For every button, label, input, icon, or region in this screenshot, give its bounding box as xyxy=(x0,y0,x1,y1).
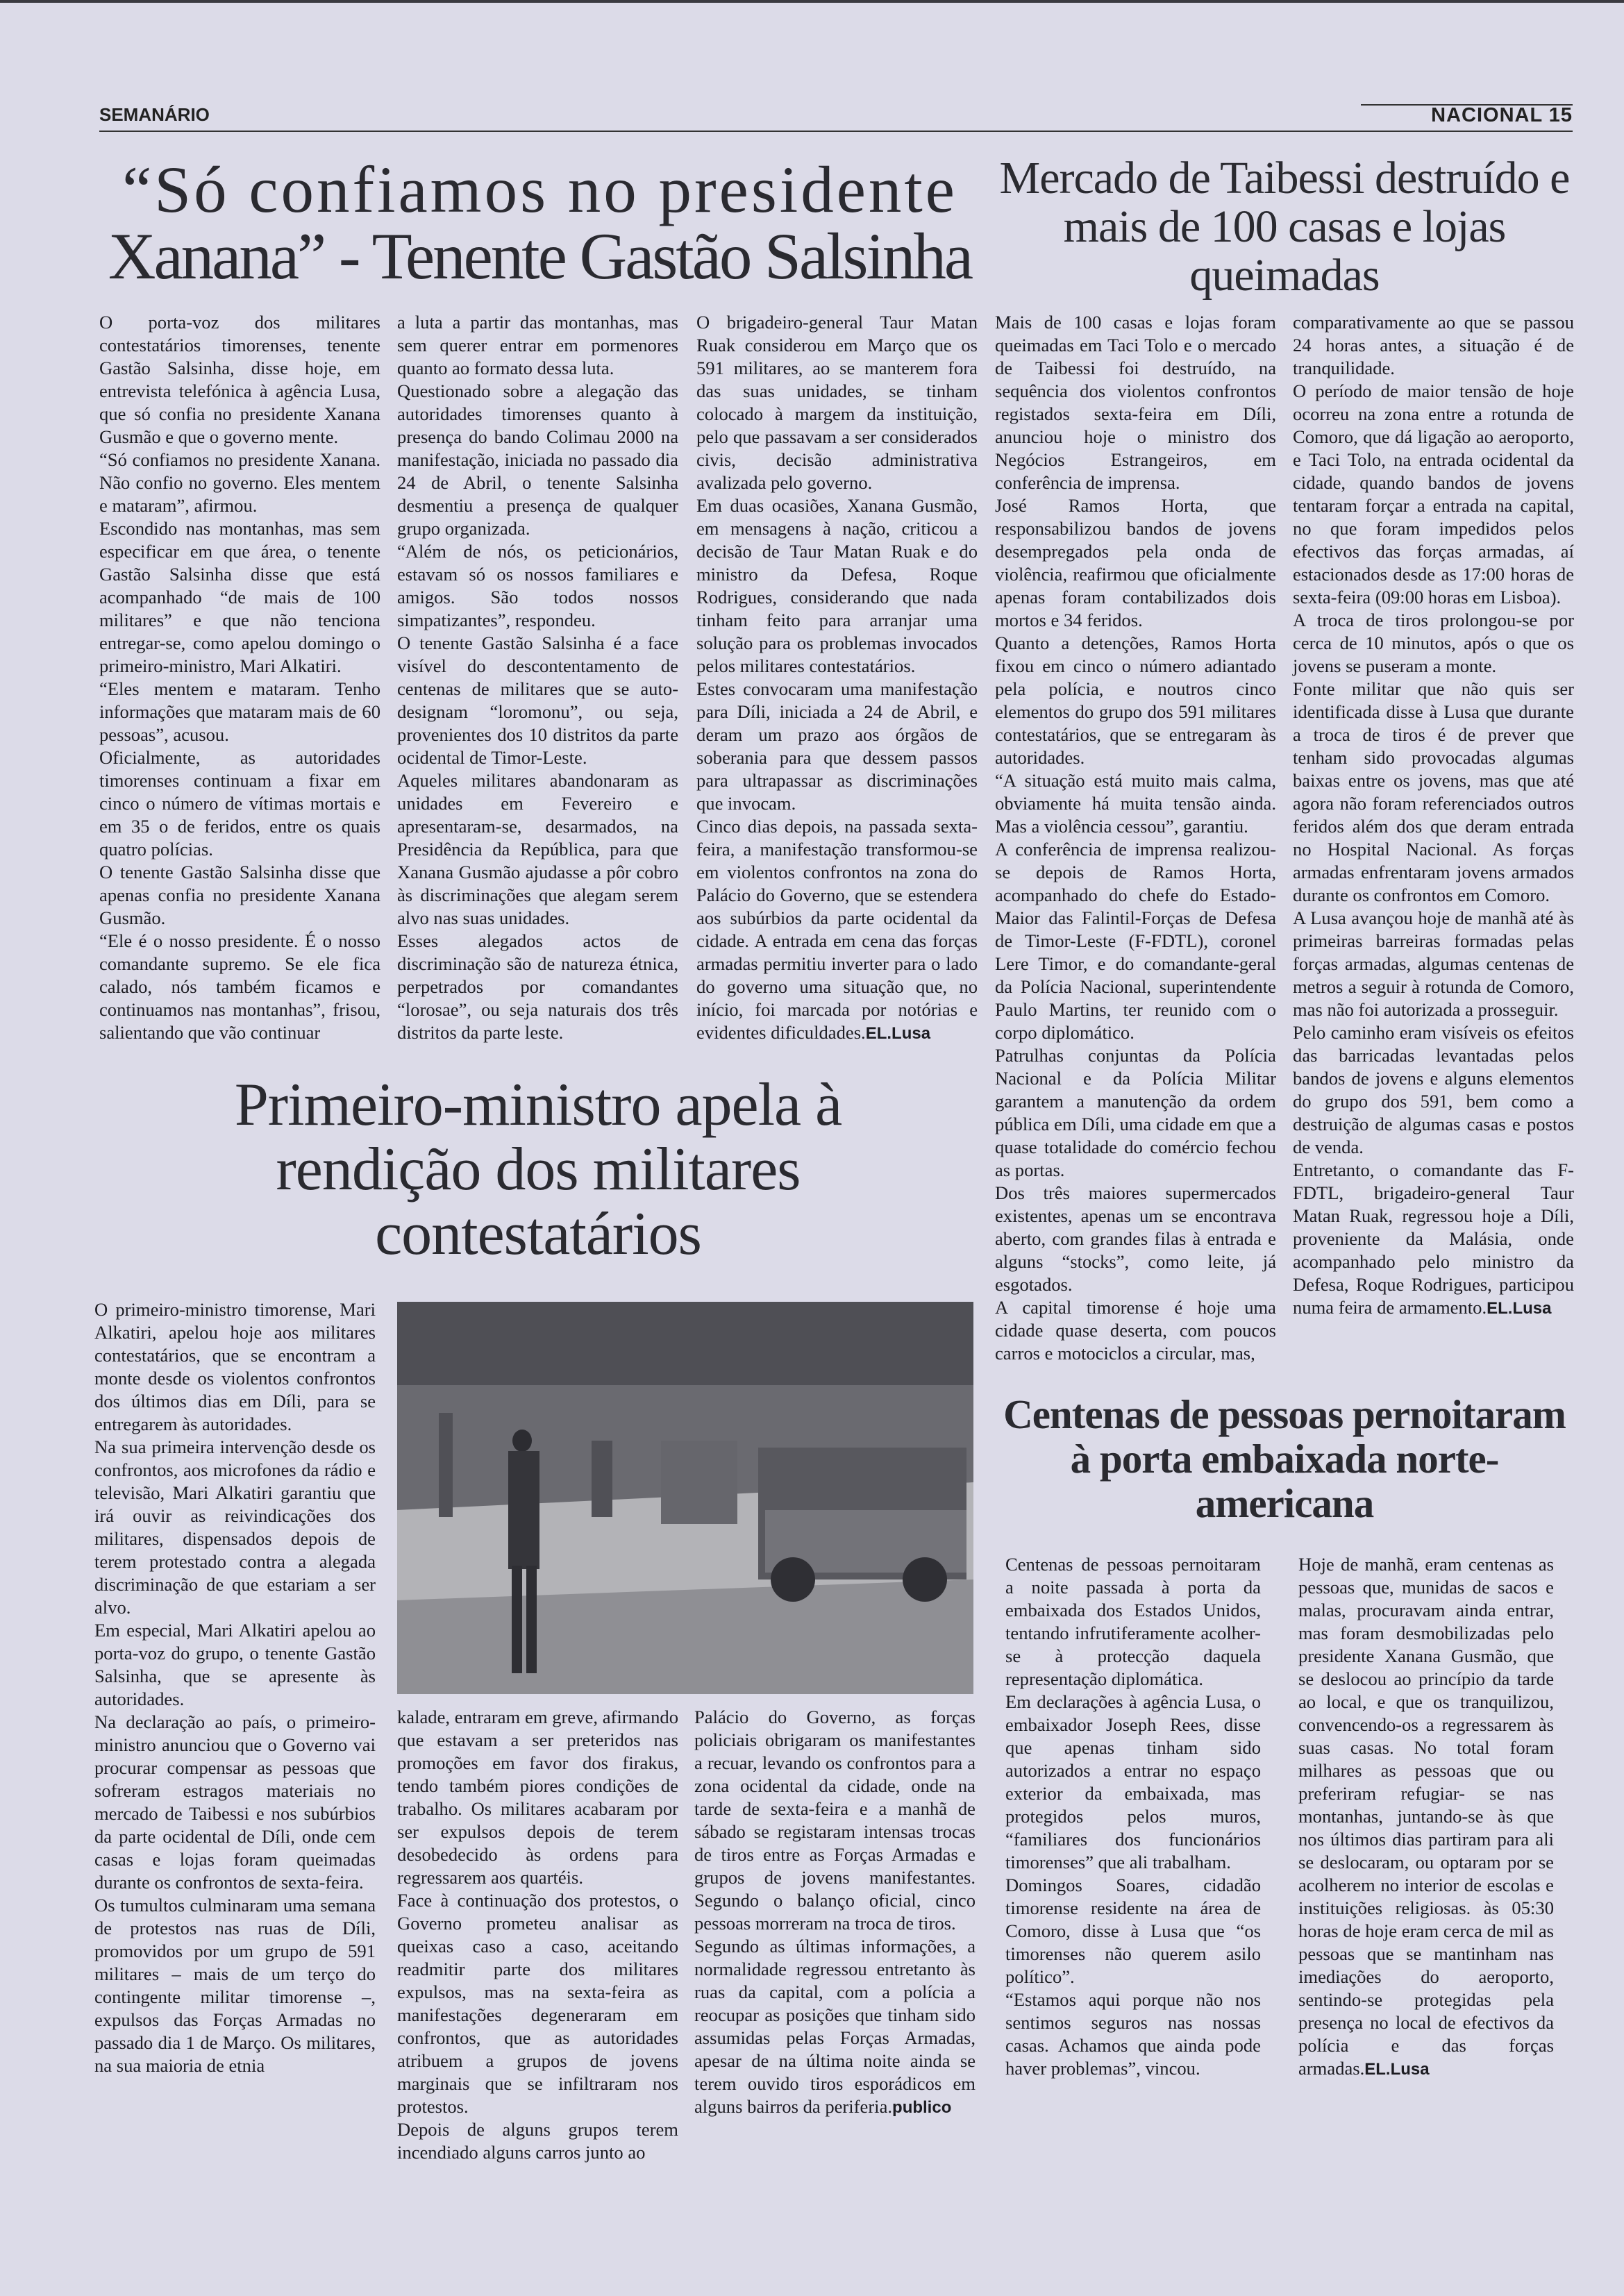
paragraph: O período de maior tensão de hoje ocorreu na zona entre a rotunda de Comoro, que dá ligação ao aeroporto, e Taci Tolo, na entrada ocidental da cidade, quando bandos de jovens tentaram forçar a entrada na capital, no que foram impedidos pelos efectivos das forças armadas, aí estacionados desde as 17:00 horas de sexta-feira (09:00 horas em Lisboa). xyxy=(1293,380,1574,607)
header-rule xyxy=(99,131,1573,132)
paragraph: Em declarações à agência Lusa, o embaixador Joseph Rees, disse que apenas tinham sido autorizados a entrar no espaço exterior da embaixada, mas protegidos pelos muros, “familiares dos funcionários timorenses” que ali trabalham. xyxy=(1005,1691,1261,1872)
paragraph xyxy=(696,815,978,1045)
paragraph: comparativamente ao que se passou 24 horas antes, a situação é de tranquilidade. xyxy=(1293,312,1574,378)
paragraph: Na declaração ao país, o primeiro-ministro anunciou que o Governo vai procurar compensar as pessoas que sofreram estragos materiais no mercado de Taibessi e nos subúrbios da parte ocidental de Díli, onde cem casas e lojas foram queimadas durante os confrontos de sexta-feira. xyxy=(94,1711,376,1893)
embaixada-column-1 xyxy=(1005,1553,1261,2080)
paragraph: A capital timorense é hoje uma cidade quase deserta, com poucos carros e motociclos a circular, mas, xyxy=(995,1297,1276,1364)
paragraph xyxy=(1298,1553,1554,2081)
paragraph: Estes convocaram uma manifestação para Díli, iniciada a 24 de Abril, e deram um prazo aos órgãos de soberania para que dessem passos para ultrapassar as discriminações que invocam. xyxy=(696,678,978,814)
embaixada-column-2 xyxy=(1298,1553,1554,2081)
section-page-number: NACIONAL 15 xyxy=(1431,104,1573,126)
paragraph: “Só confiamos no presidente Xanana. Não confio no governo. Eles mentem e mataram”, afirmou. xyxy=(99,449,380,516)
page-top-edge xyxy=(0,0,1624,3)
paragraph: Questionado sobre a alegação das autoridades timorenses quanto à presença do bando Colimau 2000 na manifestação, iniciada no passado dia 24 de Abril, o tenente Salsinha desmentiu a presença de qualquer grupo organizada. xyxy=(397,380,678,539)
paragraph-text: Entretanto, o comandante das F-FDTL, brigadeiro-general Taur Matan Ruak, regressou hoje a Díli, proveniente da Malásia, onde acompanhado pelo ministro da Defesa, Roque Rodrigues, participou numa feira de armamento. xyxy=(1293,1159,1574,1318)
paragraph: Em especial, Mari Alkatiri apelou ao porta-voz do grupo, o tenente Gastão Salsinha, que se apresente às autoridades. xyxy=(94,1620,376,1709)
paragraph: A troca de tiros prolongou-se por cerca de 10 minutos, após o que os jovens se puseram a monte. xyxy=(1293,610,1574,676)
paragraph: Na sua primeira intervenção desde os confrontos, aos microfones da rádio e televisão, Mari Alkatiri garantiu que irá ouvir as reivindicações dos militares, dispensados depois de terem protestado contra a alegada discriminação de que estariam a ser alvo. xyxy=(94,1436,376,1618)
paragraph: O primeiro-ministro timorense, Mari Alkatiri, apelou hoje aos militares contestatários, que se encontram a monte desde os violentos confrontos dos últimos dias em Díli, para se entregarem às autoridades. xyxy=(94,1299,376,1434)
paragraph: Fonte militar que não quis ser identificada disse à Lusa que durante a troca de tiros é de prever que tenham sido provocadas algumas baixas entre os jovens, mas que até agora não foram referenciados outros feridos além dos que deram entrada no Hospital Nacional. As forças armadas enfrentaram jovens armados durante os confrontos em Comoro. xyxy=(1293,678,1574,905)
paragraph: Oficialmente, as autoridades timorenses continuam a fixar em cinco o número de vítimas mortais e em 35 o de feridos, entre os quais quatro polícias. xyxy=(99,747,380,860)
publication-name: SEMANÁRIO xyxy=(99,104,210,125)
paragraph: Centenas de pessoas pernoitaram a noite passada à porta da embaixada dos Estados Unidos, tentando infrutiferamente acolher-se à protecção daquela representação diplomática. xyxy=(1005,1554,1261,1689)
headline-primeiro-ministro: Primeiro-ministro apela à rendição dos militares contestatários xyxy=(234,1071,842,1268)
headline-embaixada: Centenas de pessoas pernoitaram à porta embaixada norte-americana xyxy=(1003,1391,1566,1526)
paragraph: O tenente Gastão Salsinha é a face visível do descontentamento de centenas de militares que se auto-designam “loromonu”, ou seja, provenientes dos 10 distritos da parte ocidental de Timor-Leste. xyxy=(397,632,678,768)
paragraph: a luta a partir das montanhas, mas sem querer entrar em pormenores quanto ao formato dessa luta. xyxy=(397,312,678,378)
paragraph: Escondido nas montanhas, mas sem especificar em que área, o tenente Gastão Salsinha disse que está acompanhado “de mais de 100 militares” e que não tenciona entregar-se, como apelou domingo o primeiro-ministro, Mari Alkatiri. xyxy=(99,518,380,676)
salsinha-column-3 xyxy=(696,311,978,1045)
headline-taibessi: Mercado de Taibessi destruído e mais de 100 casas e lojas queimadas xyxy=(999,153,1570,301)
paragraph-text: Segundo as últimas informações, a normalidade regressou entretanto às ruas da capital, com a polícia a reocupar as posições que tinham sido assumidas pelas Forças Armadas, apesar de na última noite ainda se terem ouvido tiros esporádicos em alguns bairros da periferia. xyxy=(694,1936,976,2117)
paragraph: A conferência de imprensa realizou-se depois de Ramos Horta, acompanhado do chefe do Estado-Maior das Falintil-Forças de Defesa de Timor-Leste (F-FDTL), coronel Lere Timor, e do comandante-geral da Polícia Nacional, superintendente Paulo Martins, ter reunido com o corpo diplomático. xyxy=(995,839,1276,1043)
paragraph: “Além de nós, os peticionários, estavam só os nossos familiares e amigos. São todos nossos simpatizantes”, respondeu. xyxy=(397,541,678,630)
paragraph: kalade, entraram em greve, afirmando que estavam a ser preteridos nas promoções em favor dos firakus, tendo também piores condições de trabalho. Os militares acabaram por ser expulsos depois de terem desobedecido às ordens para regressarem aos quartéis. xyxy=(397,1707,678,1888)
paragraph: Patrulhas conjuntas da Polícia Nacional e da Polícia Militar garantem a manutenção da ordem pública em Díli, uma cidade em que a quase totalidade do comércio fechou as portas. xyxy=(995,1045,1276,1180)
paragraph: “Ele é o nosso presidente. É o nosso comandante supremo. Se ele fica calado, nós também ficamos e continuamos nas montanhas”, frisou, salientando que vão continuar xyxy=(99,930,380,1043)
paragraph-text: Hoje de manhã, eram centenas as pessoas que, munidas de sacos e malas, procuravam ainda entrar, mas foram desmobilizadas pelo presidente Xanana Gusmão, que se deslocou ao princípio da tarde ao local, e que os tranquilizou, convencendo-os a regressarem às suas casas. No total foram milhares as pessoas que ou preferiram refugiar- se nas montanhas, juntando-se às que nos últimos dias partiram para ali se deslocaram, ou optaram por se acolherem no interior de escolas e instituições religiosas. às 05:30 horas de hoje eram cerca de mil as pessoas que se mantinham nas imediações do aeroporto, sentindo-se protegidas pela presença no local de efectivos da polícia e das forças armadas. xyxy=(1298,1554,1554,2079)
paragraph: “Estamos aqui porque não nos sentimos seguros nas nossas casas. Achamos que ainda pode haver problemas”, vincou. xyxy=(1005,1989,1261,2079)
paragraph: Domingos Soares, cidadão timorense residente na área de Comoro, disse à Lusa que “os timorenses não querem asilo político”. xyxy=(1005,1875,1261,1987)
paragraph: Pelo caminho eram visíveis os efeitos das barricadas levantadas pelos bandos de jovens e alguns elementos do grupo dos 591, bem como a destruição de algumas casas e postos de venda. xyxy=(1293,1022,1574,1157)
paragraph: O porta-voz dos militares contestatários timorenses, tenente Gastão Salsinha, disse hoje, em entrevista telefónica à agência Lusa, que só confia no presidente Xanana Gusmão e que o governo mente. xyxy=(99,312,380,447)
paragraph: O brigadeiro-general Taur Matan Ruak considerou em Março que os 591 militares, ao se manterem fora das suas unidades, se tinham colocado à margem da instituição, pelo que passavam a ser considerados civis, decisão administrativa avalizada pelo governo. xyxy=(696,312,978,493)
headline-salsinha-line1: “Só confiamos no presidente xyxy=(122,153,957,226)
paragraph: José Ramos Horta, que responsabilizou bandos de jovens desempregados pela onda de violência, reafirmou que oficialmente apenas foram contabilizados dois mortos e 34 feridos. xyxy=(995,495,1276,630)
paragraph: Palácio do Governo, as forças policiais obrigaram os manifestantes a recuar, levando os confrontos para a zona ocidental da cidade, onde na tarde de sexta-feira e a manhã de sábado se registaram intensas trocas de tiros entre as Forças Armadas e grupos de jovens manifestantes. Segundo o balanço oficial, cinco pessoas morreram na troca de tiros. xyxy=(694,1707,976,1934)
primeiro-column-1 xyxy=(94,1298,376,2077)
byline: publico xyxy=(892,2098,952,2117)
taibessi-column-1 xyxy=(995,311,1276,1365)
paragraph: Dos três maiores supermercados existentes, apenas um se encontrava aberto, com grandes filas à entrada e alguns “stocks”, como leite, já esgotados. xyxy=(995,1182,1276,1295)
paragraph: “Eles mentem e mataram. Tenho informações que mataram mais de 60 pessoas”, acusou. xyxy=(99,678,380,745)
salsinha-column-2 xyxy=(397,311,678,1044)
paragraph: Esses alegados actos de discriminação são de natureza étnica, perpetrados por comandantes “lorosae”, ou seja naturais dos três distritos da parte leste. xyxy=(397,930,678,1043)
paragraph-text: Cinco dias depois, na passada sexta-feira, a manifestação transformou-se em violentos confrontos na zona do Palácio do Governo, que se estendera aos subúrbios da parte ocidental da cidade. A entrada em cena das forças armadas permitiu inverter para o lado do governo uma situação que, no início, foi marcada por notórias e evidentes dificuldades. xyxy=(696,816,978,1043)
paragraph: Depois de alguns grupos terem incendiado alguns carros junto ao xyxy=(397,2119,678,2163)
paragraph: Em duas ocasiões, Xanana Gusmão, em mensagens à nação, criticou a decisão de Taur Matan Ruak e do ministro da Defesa, Roque Rodrigues, considerando que nada tinham feito para arranjar uma solução para os problemas invocados pelos militares contestatários. xyxy=(696,495,978,676)
salsinha-column-1 xyxy=(99,311,380,1044)
paragraph: Mais de 100 casas e lojas foram queimadas em Taci Tolo e o mercado de Taibessi foi destruído, na sequência dos violentos confrontos registados sexta-feira em Díli, anunciou hoje o ministro dos Negócios Estrangeiros, em conferência de imprensa. xyxy=(995,312,1276,493)
byline: EL.Lusa xyxy=(865,1024,931,1043)
primeiro-column-2 xyxy=(397,1706,678,2164)
paragraph xyxy=(1293,1159,1574,1320)
paragraph xyxy=(694,1935,976,2119)
byline: EL.Lusa xyxy=(1487,1299,1552,1318)
primeiro-column-3 xyxy=(694,1706,976,2119)
paragraph: Os tumultos culminaram uma semana de protestos nas ruas de Díli, promovidos por um grupo de 591 militares – mais de um terço do contingente militar timorense –, expulsos das Forças Armadas no passado dia 1 de Março. Os militares, na sua maioria de etnia xyxy=(94,1895,376,2076)
headline-salsinha xyxy=(94,153,986,293)
paragraph: “A situação está muito mais calma, obviamente há muita tensão ainda. Mas a violência cessou”, garantiu. xyxy=(995,770,1276,837)
paragraph: Aqueles militares abandonaram as unidades em Fevereiro e apresentaram-se, desarmados, na Presidência da República, para que Xanana Gusmão ajudasse a pôr cobro às discriminações que alegam serem alvo nas suas unidades. xyxy=(397,770,678,928)
taibessi-column-2 xyxy=(1293,311,1574,1320)
news-photo-soldiers-truck xyxy=(397,1302,973,1694)
headline-salsinha-line2: Xanana” - Tenente Gastão Salsinha xyxy=(108,219,972,293)
paragraph: O tenente Gastão Salsinha disse que apenas confia no presidente Xanana Gusmão. xyxy=(99,862,380,928)
paragraph: Quanto a detenções, Ramos Horta fixou em cinco o número adiantado pela polícia, e noutros cinco elementos do grupo dos 591 militares contestatários, que se entregaram às autoridades. xyxy=(995,632,1276,768)
paragraph: Face à continuação dos protestos, o Governo prometeu analisar as queixas caso a caso, aceitando readmitir parte dos militares expulsos, mas na sexta-feira as manifestações degeneraram em confrontos, que as autoridades atribuem a grupos de jovens marginais que se infiltraram nos protestos. xyxy=(397,1890,678,2117)
byline: EL.Lusa xyxy=(1364,2060,1430,2079)
paragraph: A Lusa avançou hoje de manhã até às primeiras barreiras formadas pelas forças armadas, algumas centenas de metros a seguir à rotunda de Comoro, mas não foi autorizada a prosseguir. xyxy=(1293,907,1574,1020)
